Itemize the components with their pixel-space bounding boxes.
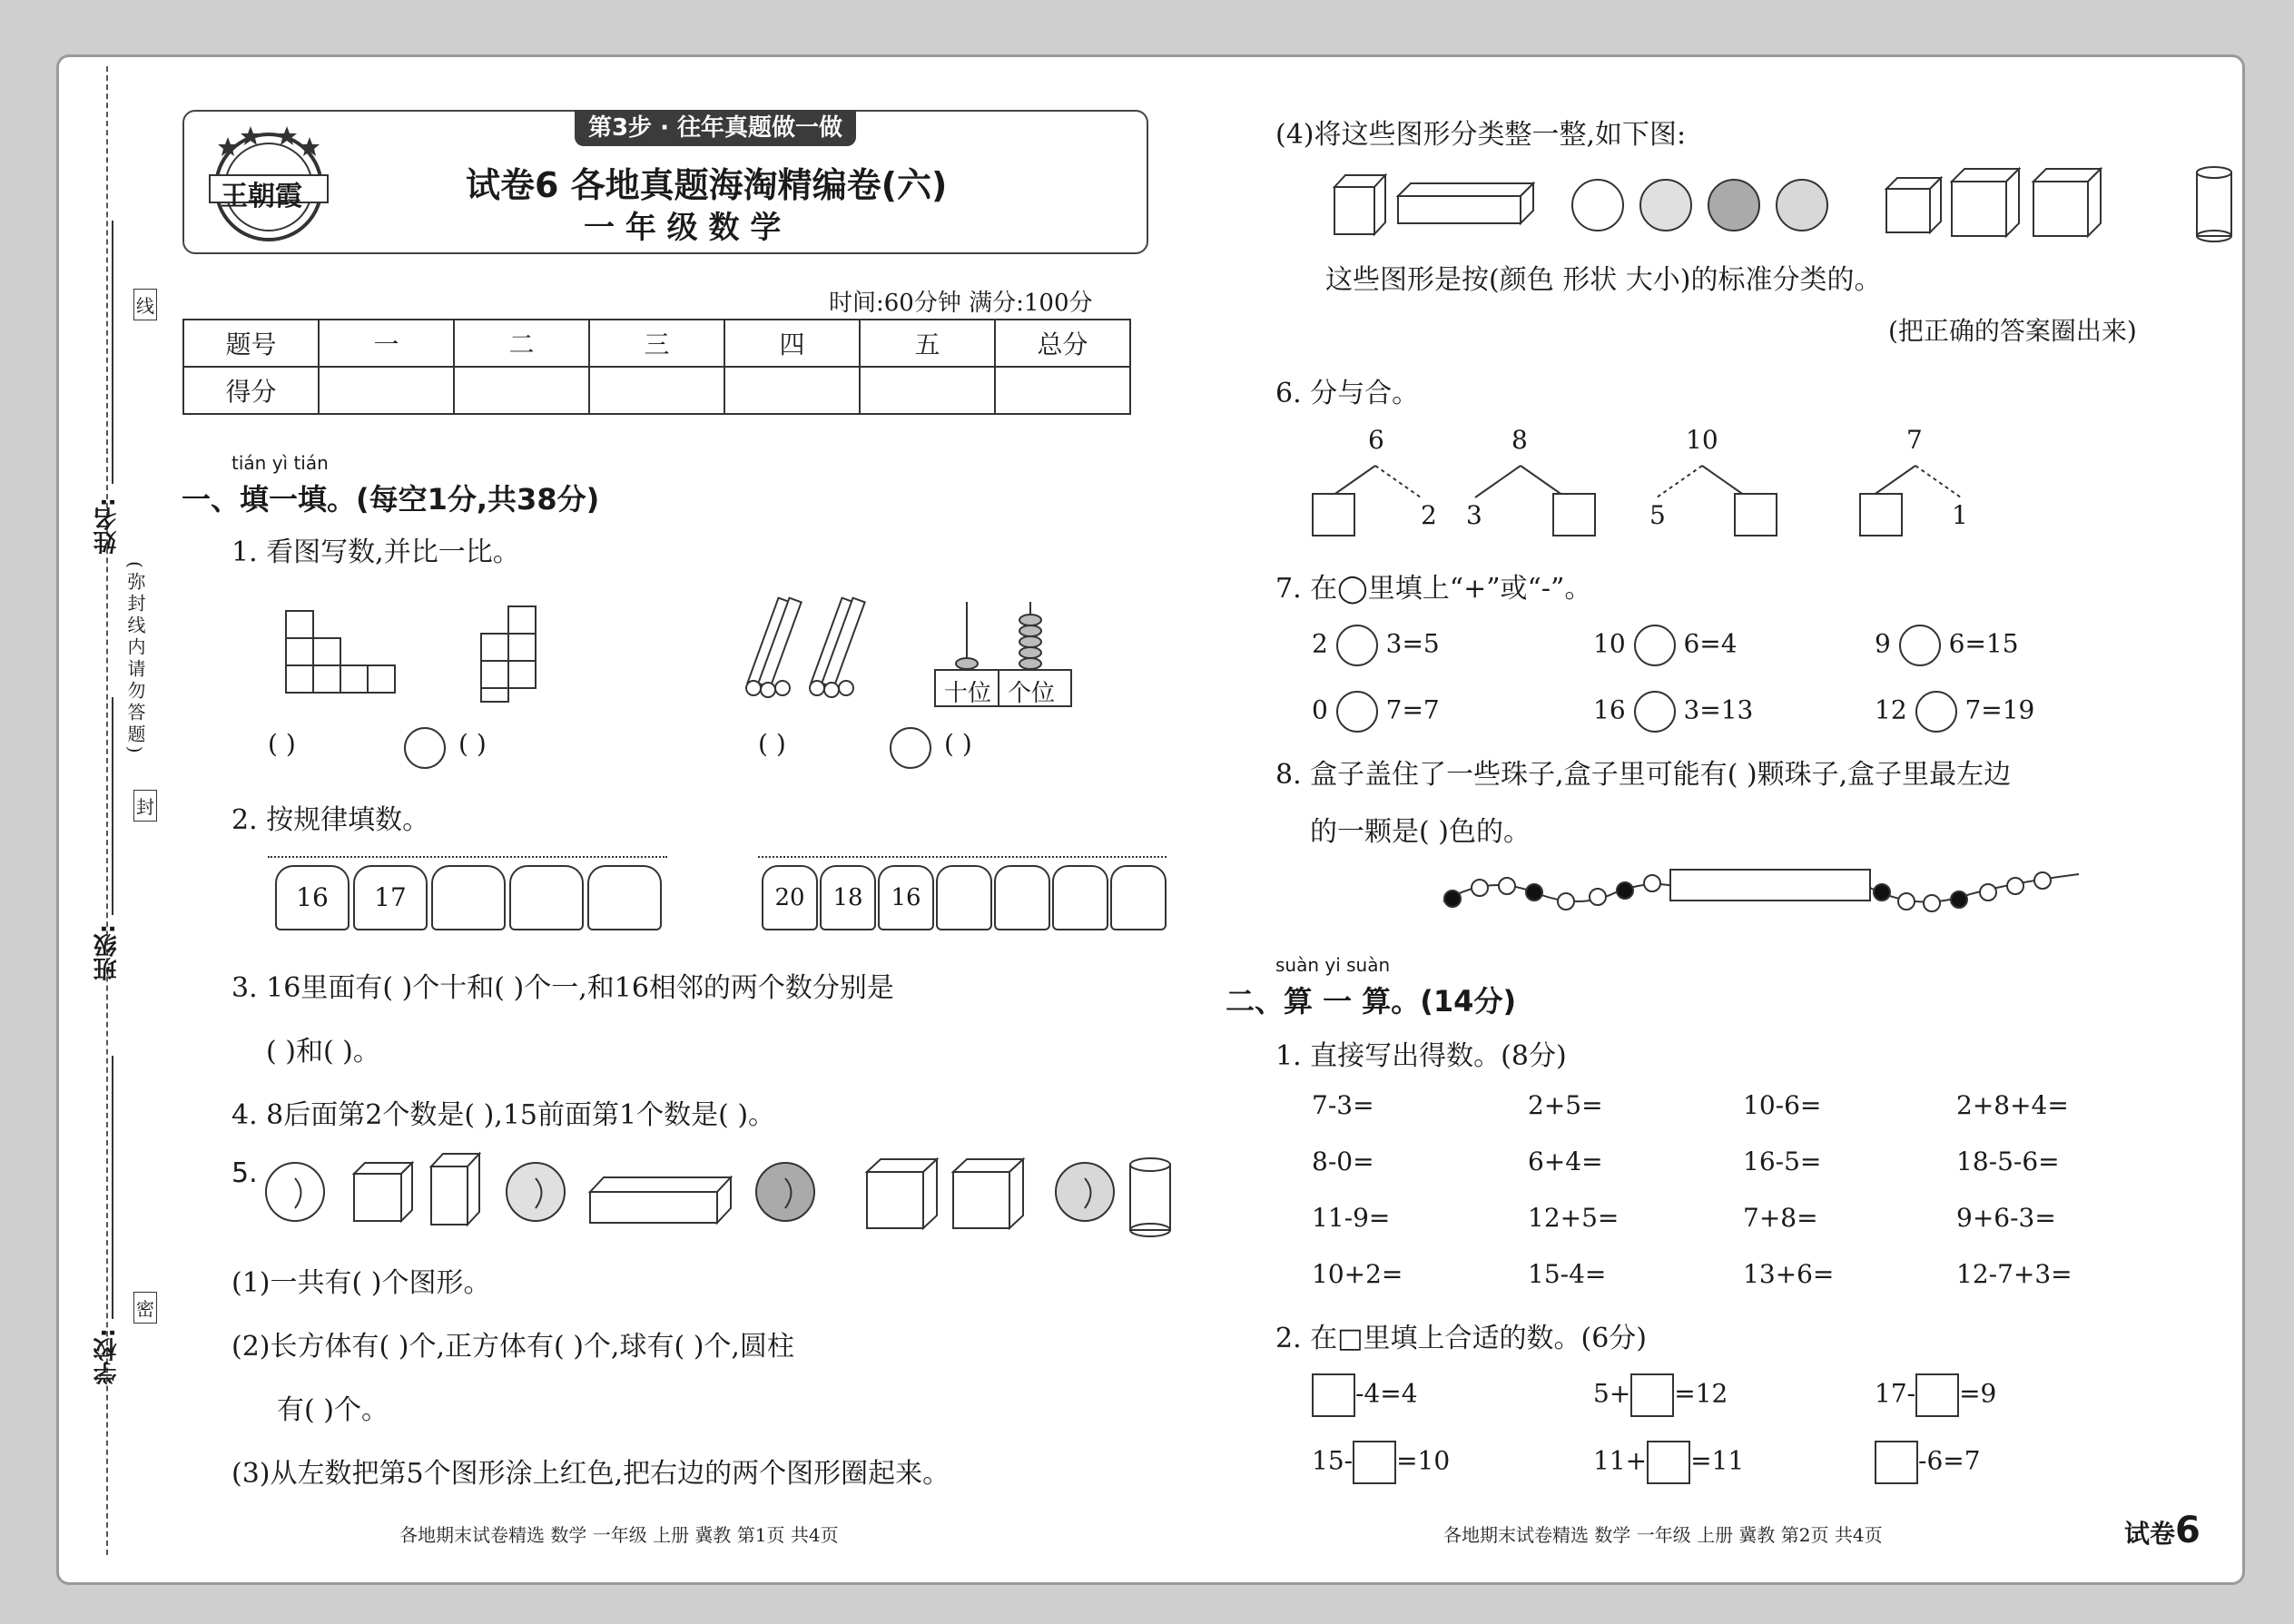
fill-prefix: 5+ (1593, 1378, 1631, 1409)
fill-item (1312, 1373, 1418, 1417)
q7-item (1593, 625, 1738, 666)
fill-suffix: =12 (1674, 1378, 1728, 1409)
q1-answer-left-b[interactable]: ( ) (458, 729, 487, 759)
calc-item: 8-0= (1312, 1147, 1374, 1176)
class-line (112, 697, 113, 915)
calc-item: 10-6= (1743, 1090, 1822, 1120)
score-header-cell: 一 (319, 320, 454, 367)
time-info: 时间:60分钟 满分:100分 (829, 290, 1093, 317)
section1-title: 一、填一填。(每空1分,共38分) (182, 482, 600, 517)
sweater-blank[interactable] (431, 865, 506, 930)
q1-answer-left-a[interactable]: ( ) (268, 729, 296, 759)
exam-badge (2124, 1510, 2200, 1551)
q7-result: 6=15 (1948, 628, 2019, 659)
q5-4-hint: (把正确的答案圈出来) (1888, 316, 2137, 346)
calc-item: 12-7+3= (1956, 1259, 2072, 1289)
binding-line-char: 线 (133, 289, 157, 320)
q5-4-classification: 这些图形是按(颜色 形状 大小)的标准分类的。 (1325, 264, 1882, 296)
q7-operator-circle[interactable] (1336, 625, 1378, 666)
q6-text: 6. 分与合。 (1275, 378, 1420, 409)
abacus-tens-label: 十位 (944, 680, 992, 707)
fill-prefix: 11+ (1593, 1445, 1648, 1476)
split-left: 3 (1466, 500, 1482, 530)
q7-item (1312, 691, 1440, 733)
calc-item: 2+8+4= (1956, 1090, 2069, 1120)
sweater-number: 18 (820, 865, 876, 930)
sweater-number: 17 (353, 865, 428, 930)
q8-text-line2: 的一颗是( )色的。 (1310, 816, 1531, 848)
fill-blank-box[interactable] (1915, 1373, 1959, 1417)
fill-item (1593, 1373, 1728, 1417)
fill-suffix: -6=7 (1918, 1445, 1981, 1476)
sweater-sequence-1 (268, 856, 667, 935)
q7-operand: 2 (1312, 628, 1328, 659)
score-table-score-row (183, 367, 1130, 414)
q7-operand: 9 (1875, 628, 1891, 659)
q1-text: 1. 看图写数,并比一比。 (231, 536, 520, 568)
q7-operand: 16 (1593, 694, 1626, 725)
calc-item: 11-9= (1312, 1203, 1391, 1233)
calc-item: 7+8= (1743, 1203, 1818, 1233)
exam-header (182, 110, 1148, 254)
q7-operand: 12 (1875, 694, 1907, 725)
q3-text-line1: 3. 16里面有( )个十和( )个一,和16相邻的两个数分别是 (231, 972, 894, 1004)
stick-bundles-icon (735, 588, 899, 706)
split-blank-box[interactable] (1552, 493, 1596, 536)
calc-item: 6+4= (1528, 1147, 1603, 1176)
q7-result: 6=4 (1683, 628, 1738, 659)
class-label: 班级: (94, 924, 121, 981)
fill-item (1593, 1441, 1744, 1484)
score-header-cell: 总分 (995, 320, 1130, 367)
sweater-blank[interactable] (1110, 865, 1167, 930)
split-blank-box[interactable] (1312, 493, 1355, 536)
sweater-blank[interactable] (587, 865, 662, 930)
calc-item: 13+6= (1743, 1259, 1835, 1289)
q3-text-line2: ( )和( )。 (266, 1036, 380, 1068)
q7-result: 7=7 (1385, 694, 1440, 725)
q5-shapes-row (263, 1147, 1198, 1246)
fill-blank-box[interactable] (1312, 1373, 1355, 1417)
exam-subtitle: 一 年 级 数 学 (584, 210, 782, 246)
q5-4-text: (4)将这些图形分类整一整,如下图: (1275, 119, 1687, 151)
fill-item (1312, 1441, 1450, 1484)
cube-stack-right-icon (472, 597, 554, 706)
name-line (112, 221, 113, 484)
q7-operand: 0 (1312, 694, 1328, 725)
section2-q1: 1. 直接写出得数。(8分) (1275, 1040, 1567, 1072)
score-input-cell[interactable] (724, 367, 860, 414)
score-header-cell: 五 (860, 320, 995, 367)
score-header-cell: 四 (724, 320, 860, 367)
score-table-header-row (183, 320, 1130, 367)
step-banner: 第3步 · 往年真题做一做 (575, 110, 856, 146)
calc-item: 12+5= (1528, 1203, 1620, 1233)
calc-item: 9+6-3= (1956, 1203, 2056, 1233)
section1-pinyin: tián yì tián (231, 452, 329, 474)
fill-prefix: 15- (1312, 1445, 1354, 1476)
fill-blank-box[interactable] (1630, 1373, 1674, 1417)
q5-2-text-line2: 有( )个。 (277, 1394, 389, 1426)
q7-item (1875, 625, 2019, 666)
q7-operator-circle[interactable] (1336, 691, 1378, 733)
q2-text: 2. 按规律填数。 (231, 804, 430, 836)
fill-suffix: =10 (1396, 1445, 1451, 1476)
school-label: 学校: (94, 1328, 121, 1385)
calc-item: 10+2= (1312, 1259, 1403, 1289)
q7-result: 3=13 (1683, 694, 1754, 725)
footer-right: 各地期末试卷精选 数学 一年级 上册 冀教 第2页 共4页 (1443, 1524, 1883, 1546)
split-top: 10 (1686, 425, 1718, 455)
q5-1-text: (1)一共有( )个图形。 (231, 1267, 491, 1299)
q1-compare-circle-left[interactable] (404, 727, 446, 769)
split-left: 5 (1649, 500, 1666, 530)
q7-item (1312, 625, 1440, 666)
q7-text: 7. 在◯里填上“+”或“-”。 (1275, 573, 1592, 605)
split-blank-box[interactable] (1859, 493, 1903, 536)
q7-operator-circle[interactable] (1634, 691, 1676, 733)
fill-blank-box[interactable] (1647, 1441, 1690, 1484)
binding-seal-char: 封 (133, 790, 157, 822)
section2-pinyin: suàn yi suàn (1275, 954, 1391, 976)
sweater-blank[interactable] (994, 865, 1050, 930)
school-line (112, 1056, 113, 1319)
fill-item (1875, 1441, 1981, 1484)
cube-stack-left-icon (277, 602, 404, 702)
calc-item: 16-5= (1743, 1147, 1822, 1176)
score-input-cell[interactable] (589, 367, 724, 414)
split-right: 2 (1421, 500, 1437, 530)
split-top: 8 (1511, 425, 1528, 455)
fill-blank-box[interactable] (1353, 1441, 1396, 1484)
sweater-blank[interactable] (936, 865, 992, 930)
fill-suffix: =11 (1690, 1445, 1745, 1476)
split-top: 7 (1906, 425, 1923, 455)
q1-answer-right-a[interactable]: ( ) (758, 729, 786, 759)
q1-answer-right-b[interactable]: ( ) (944, 729, 972, 759)
sweater-sequence-2 (758, 856, 1167, 935)
sweater-blank[interactable] (1052, 865, 1108, 930)
q5-3-text: (3)从左数把第5个图形涂上红色,把右边的两个图形圈起来。 (231, 1458, 950, 1490)
exam-sheet (56, 54, 2245, 1585)
score-table (182, 319, 1131, 415)
bead-string-icon (1434, 856, 2106, 929)
fill-prefix: 17- (1875, 1378, 1916, 1409)
abacus-ones-label: 个位 (1008, 680, 1056, 707)
score-header-cell: 三 (589, 320, 724, 367)
split-right: 1 (1952, 500, 1968, 530)
q5-label: 5. (231, 1157, 258, 1189)
split-top: 6 (1368, 425, 1384, 455)
calc-item: 15-4= (1528, 1259, 1607, 1289)
q7-item (1875, 691, 2034, 733)
q7-result: 3=5 (1385, 628, 1440, 659)
q5-4-sorted-shapes (1325, 162, 2233, 248)
q1-compare-circle-right[interactable] (890, 727, 931, 769)
exam-badge-number: 6 (2175, 1510, 2200, 1551)
q4-text: 4. 8后面第2个数是( ),15前面第1个数是( )。 (231, 1099, 776, 1131)
fill-suffix: -4=4 (1355, 1378, 1418, 1409)
section2-title: 二、算 一 算。(14分) (1226, 984, 1517, 1019)
fill-item (1875, 1373, 1996, 1417)
q7-operand: 10 (1593, 628, 1626, 659)
footer-left: 各地期末试卷精选 数学 一年级 上册 冀教 第1页 共4页 (399, 1524, 839, 1546)
sweater-number: 20 (762, 865, 818, 930)
sweater-blank[interactable] (509, 865, 584, 930)
score-input-cell[interactable] (454, 367, 589, 414)
score-row-label: 得分 (183, 367, 319, 414)
calc-item: 2+5= (1528, 1090, 1603, 1120)
sweater-number: 16 (878, 865, 934, 930)
score-input-cell[interactable] (860, 367, 995, 414)
q7-item (1593, 691, 1753, 733)
name-label: 姓名: (94, 497, 121, 555)
q5-2-text-line1: (2)长方体有( )个,正方体有( )个,球有( )个,圆柱 (231, 1331, 794, 1363)
score-header-cell: 题号 (183, 320, 319, 367)
logo-text: 王朝霞 (221, 181, 302, 212)
binding-sealed-char: 密 (133, 1292, 157, 1324)
q7-operator-circle[interactable] (1899, 625, 1941, 666)
split-blank-box[interactable] (1734, 493, 1777, 536)
q7-operator-circle[interactable] (1915, 691, 1957, 733)
score-input-cell[interactable] (995, 367, 1130, 414)
fill-suffix: =9 (1959, 1378, 1997, 1409)
exam-title: 试卷6 各地真题海淘精编卷(六) (466, 165, 948, 205)
logo (201, 119, 337, 246)
fill-blank-box[interactable] (1875, 1441, 1918, 1484)
q7-result: 7=19 (1964, 694, 2035, 725)
binding-notice: (弥封线内请勿答题) (124, 561, 146, 757)
score-header-cell: 二 (454, 320, 589, 367)
exam-badge-label: 试卷 (2124, 1519, 2176, 1549)
calc-item: 18-5-6= (1956, 1147, 2060, 1176)
section2-q2: 2. 在□里填上合适的数。(6分) (1275, 1323, 1647, 1354)
calc-item: 7-3= (1312, 1090, 1374, 1120)
score-input-cell[interactable] (319, 367, 454, 414)
sweater-number: 16 (275, 865, 350, 930)
q8-text-line1: 8. 盒子盖住了一些珠子,盒子里可能有( )颗珠子,盒子里最左边 (1275, 759, 2012, 791)
q7-operator-circle[interactable] (1634, 625, 1676, 666)
